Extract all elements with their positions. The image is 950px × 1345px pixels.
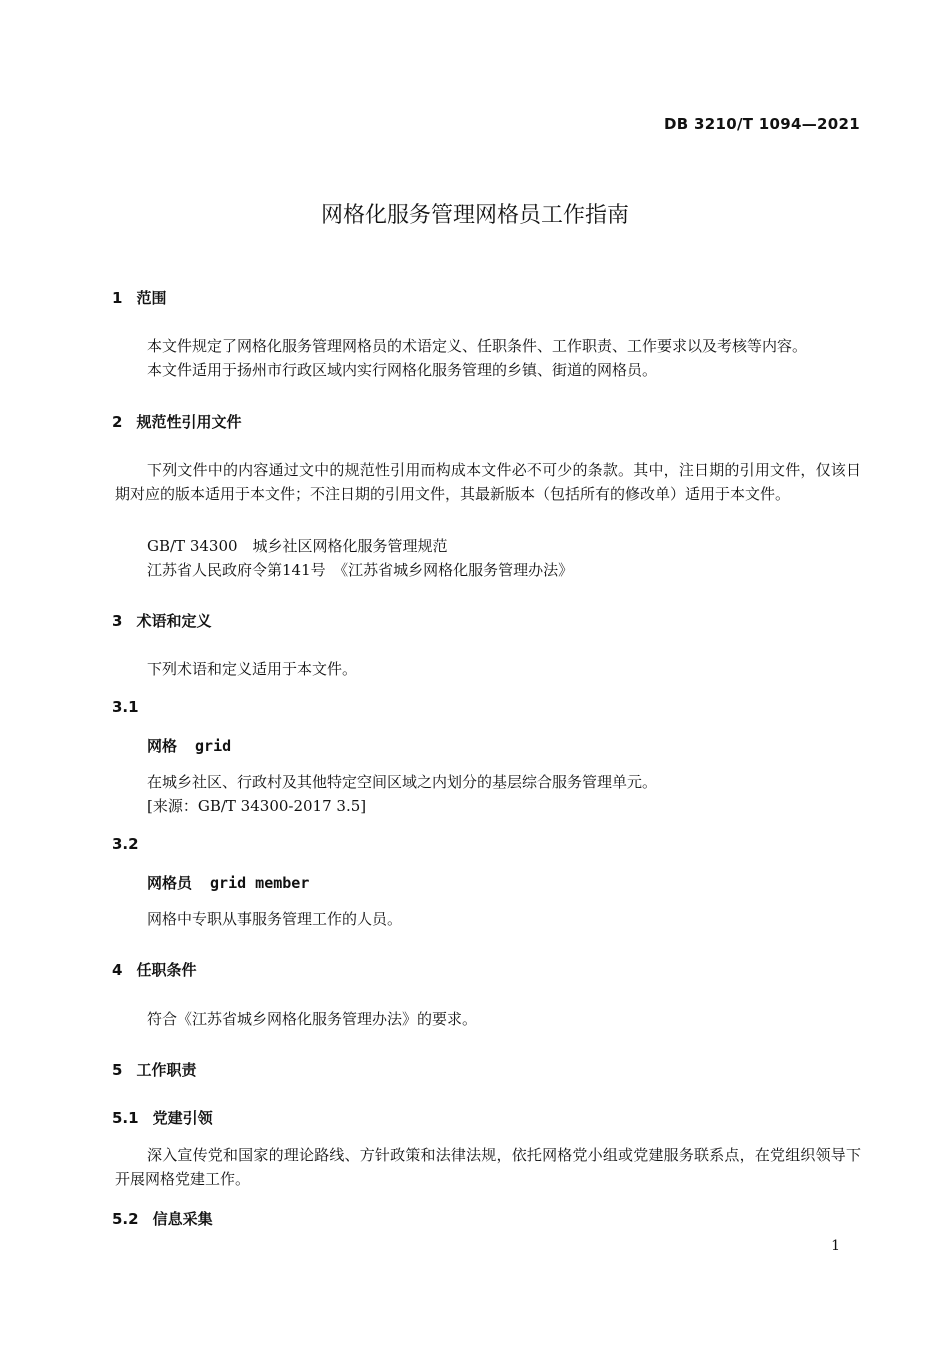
document-title: 网格化服务管理网格员工作指南 — [320, 203, 629, 228]
section-2-paragraph-1: 下列文件中的内容通过文中的规范性引用而构成本文件必不可少的条款。其中，注日期的引用文件，仅该日期对应的版本适用于本文件；不注日期的引用文件，其最新版本（包括所有的修改单）适用于本文件。 — [115, 461, 861, 503]
section-3-paragraph-1: 下列术语和定义适用于本文件。 — [147, 660, 358, 678]
section-title: 党建引领 — [152, 1109, 213, 1127]
section-3-heading — [112, 610, 211, 631]
section-5-heading — [112, 1059, 196, 1080]
section-1-paragraph-1: 本文件规定了网格化服务管理网格员的术语定义、任职条件、工作职责、工作要求以及考核等内容。 — [147, 337, 808, 355]
section-number: 5.2 — [112, 1210, 139, 1228]
section-title: 信息采集 — [152, 1210, 213, 1228]
normative-reference-1: GB/T 34300 城乡社区网格化服务管理规范 — [147, 537, 448, 555]
term-grid-definition: 在城乡社区、行政村及其他特定空间区域之内划分的基层综合服务管理单元。 — [147, 773, 658, 791]
term-grid-source: [来源：GB/T 34300-2017 3.5] — [147, 797, 367, 815]
clause-3-1-number: 3.1 — [112, 698, 139, 716]
section-1-heading — [112, 287, 166, 308]
section-number: 4 — [112, 961, 123, 979]
section-number: 5 — [112, 1061, 123, 1079]
term-english: grid — [195, 737, 232, 755]
clause-5-1-heading — [112, 1107, 213, 1128]
standard-code: DB 3210/T 1094—2021 — [664, 115, 860, 133]
section-4-paragraph-1: 符合《江苏省城乡网格化服务管理办法》的要求。 — [147, 1010, 478, 1028]
section-title: 任职条件 — [136, 961, 197, 979]
section-number: 5.1 — [112, 1109, 139, 1127]
term-grid-member-definition: 网格中专职从事服务管理工作的人员。 — [147, 910, 403, 928]
section-1-paragraph-2: 本文件适用于扬州市行政区域内实行网格化服务管理的乡镇、街道的网格员。 — [147, 361, 658, 379]
term-grid — [147, 735, 231, 756]
clause-5-1-paragraph-1: 深入宣传党和国家的理论路线、方针政策和法律法规，依托网格党小组或党建服务联系点，在党组织领导下开展网格党建工作。 — [115, 1146, 861, 1188]
section-number: 3 — [112, 612, 123, 630]
section-2-heading — [112, 411, 241, 432]
section-number: 2 — [112, 413, 123, 431]
term-chinese: 网格员 — [147, 874, 193, 892]
section-4-heading — [112, 959, 196, 980]
section-title: 规范性引用文件 — [136, 413, 242, 431]
normative-reference-2: 江苏省人民政府令第141号 《江苏省城乡网格化服务管理办法》 — [147, 561, 574, 579]
term-grid-member — [147, 872, 309, 893]
section-title: 术语和定义 — [136, 612, 212, 630]
clause-5-2-heading — [112, 1208, 213, 1229]
section-title: 工作职责 — [136, 1061, 197, 1079]
term-english: grid member — [210, 874, 310, 892]
term-chinese: 网格 — [147, 737, 178, 755]
page-number: 1 — [831, 1238, 840, 1254]
section-title: 范围 — [136, 289, 167, 307]
clause-3-2-number: 3.2 — [112, 835, 139, 853]
section-number: 1 — [112, 289, 123, 307]
